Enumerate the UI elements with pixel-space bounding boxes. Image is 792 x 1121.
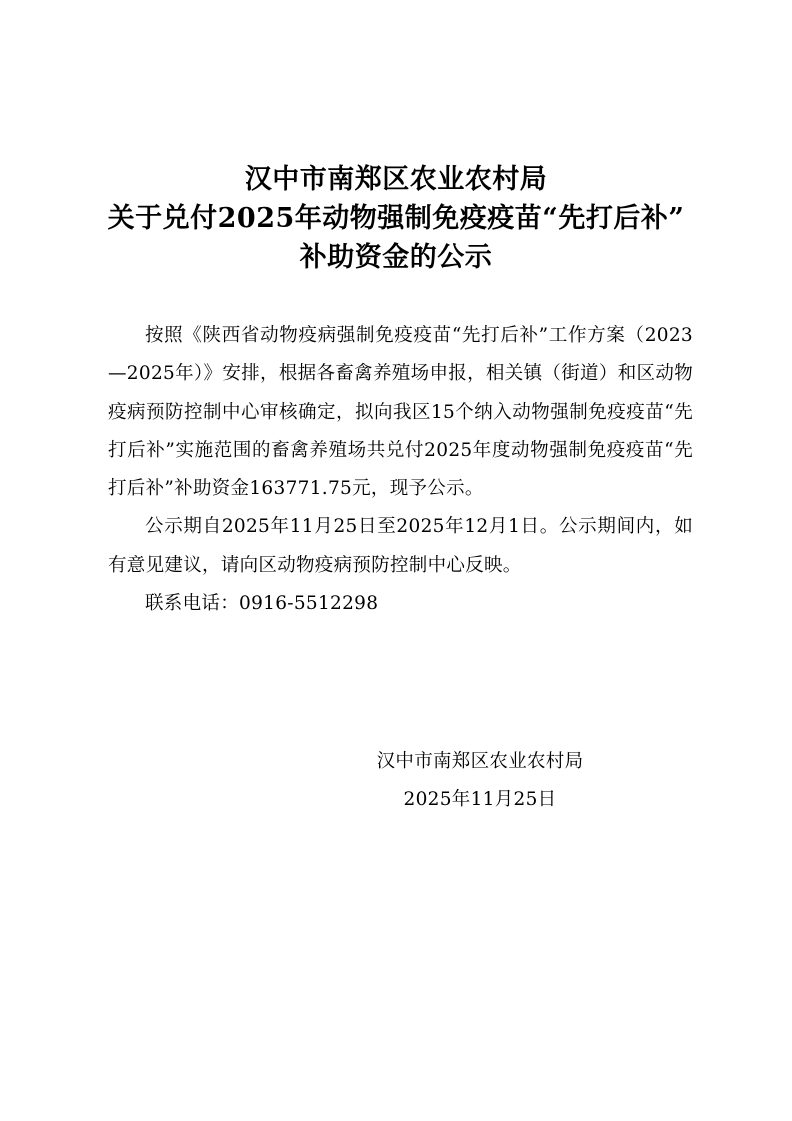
body-paragraph-period: 公示期自2025年11月25日至2025年12月1日。公示期间内，如有意见建议，请向区动物疫病预防控制中心反映。 xyxy=(108,516,693,576)
body-paragraph-basis: 按照《陕西省动物疫病强制免疫疫苗“先打后补”工作方案（2023—2025年）》安排，根据各畜禽养殖场申报，相关镇（街道）和区动物疫病预防控制中心审核确定，拟向我区15个纳入动物强制免疫疫苗“先打后补”实施范围的畜禽养殖场共兑付2025年度动物强制免疫疫苗“先打后补”补助资金163771.75元，现予公示。 xyxy=(108,325,693,500)
title-line-1: 汉中市南郑区农业农村局 xyxy=(244,164,548,195)
document-title xyxy=(0,160,792,277)
signature-date: 2025年11月25日 xyxy=(403,789,557,810)
title-line-2: 关于兑付2025年动物强制免疫疫苗“先打后补” xyxy=(107,203,685,234)
document-body xyxy=(108,317,693,623)
signature-org: 汉中市南郑区农业农村局 xyxy=(376,751,584,772)
signature-block xyxy=(300,743,660,819)
body-paragraph-contact: 联系电话：0916-5512298 xyxy=(145,593,379,615)
title-line-3: 补助资金的公示 xyxy=(299,242,493,273)
